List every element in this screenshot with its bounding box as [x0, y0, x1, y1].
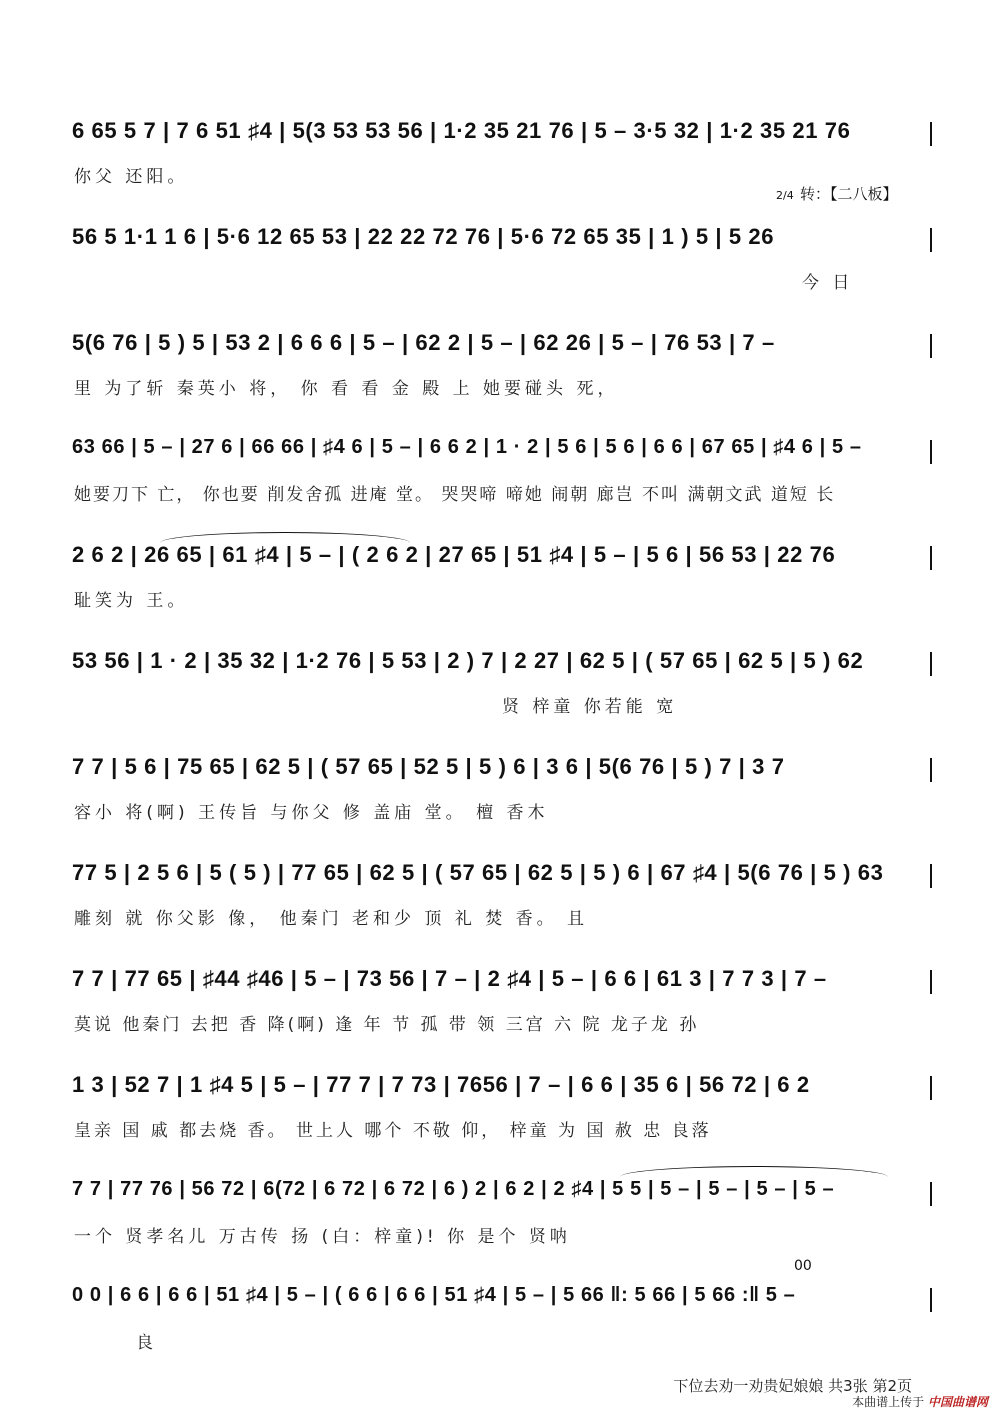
notation-line: 6 65 5 7 | 7 6 51 ♯4 | 5(3 53 53 56 | 1·2 35 21 76 | 5 – 3·5 32 | 1·2 35 21 76 [72, 118, 851, 143]
lyrics-line: 你父 还阳。 [74, 167, 189, 187]
barline [930, 546, 932, 570]
lyrics-line: 她要刀下 亡， 你也要 削发舍孤 进庵 堂。 哭哭啼 啼她 闹朝 廊岂 不叫 满朝文武 道短 长 [74, 485, 836, 505]
slur [620, 1166, 888, 1177]
slur [160, 532, 410, 543]
lyrics-line: 贤 梓童 你若能 宽 [502, 697, 678, 717]
notation-line: 53 56 | 1 · 2 | 35 32 | 1·2 76 | 5 53 | 2 ) 7 | 2 27 | 62 5 | ( 57 65 | 62 5 | 5 ) 62 [72, 648, 864, 673]
barline [930, 864, 932, 888]
barline [930, 1288, 932, 1312]
barline [930, 970, 932, 994]
barline [930, 758, 932, 782]
notation-line: 1 3 | 52 7 | 1 ♯4 5 | 5 – | 77 7 | 7 73 | 7656 | 7 – | 6 6 | 35 6 | 56 72 | 6 2 [72, 1072, 810, 1097]
notation-line: 56 5 1·1 1 6 | 5·6 12 65 53 | 22 22 72 76 | 5·6 72 65 35 | 1 ) 5 | 5 26 [72, 224, 775, 249]
page-caption: 下位去劝一劝贵妃娘娘 共3张 第2页 [673, 1377, 912, 1395]
tempo-transition: 转：【二八板】 [800, 185, 898, 203]
lyrics-line: 莫说 他秦门 去把 香 降(啊) 逢 年 节 孤 带 领 三宫 六 院 龙子龙 孙 [74, 1015, 700, 1035]
lyrics-line: 里 为了斩 秦英小 将， 你 看 看 金 殿 上 她要碰头 死， [74, 379, 619, 399]
site-logo: 中国曲谱网 [927, 1395, 988, 1409]
lyrics-line: 今 日 [802, 273, 854, 293]
time-signature: 2/4 [776, 189, 794, 202]
barline [930, 122, 932, 146]
lyrics-line: 皇亲 国 戚 都去烧 香。 世上人 哪个 不敬 仰， 梓童 为 国 赦 忠 良落 [74, 1121, 712, 1141]
upload-note-text: 本曲谱上传于 [852, 1395, 925, 1409]
upload-note [852, 1393, 988, 1410]
notation-line: 7 7 | 77 76 | 56 72 | 6(72 | 6 72 | 6 72 | 6 ) 2 | 6 2 | 2 ♯4 | 5 5 | 5 – | 5 – | 5 – | 5 – [72, 1178, 835, 1200]
barline [930, 228, 932, 252]
barline [930, 440, 932, 464]
notation-line: 5(6 76 | 5 ) 5 | 53 2 | 6 6 6 | 5 – | 62 2 | 5 – | 62 26 | 5 – | 76 53 | 7 – [72, 330, 775, 355]
lyrics-line: 容小 将(啊) 王传旨 与你父 修 盖庙 堂。 檀 香木 [74, 803, 549, 823]
notation-line: 2 6 2 | 26 65 | 61 ♯4 | 5 – | ( 2 6 2 | 27 65 | 51 ♯4 | 5 – | 5 6 | 56 53 | 22 76 [72, 542, 836, 567]
barline [930, 1076, 932, 1100]
lyrics-line: 良 [136, 1333, 157, 1353]
barline [930, 334, 932, 358]
barline [930, 1182, 932, 1206]
notation-line: 77 5 | 2 5 6 | 5 ( 5 ) | 77 65 | 62 5 | ( 57 65 | 62 5 | 5 ) 6 | 67 ♯4 | 5(6 76 | 5 ) 63 [72, 860, 884, 885]
notation-line: 0 0 | 6 6 | 6 6 | 51 ♯4 | 5 – | ( 6 6 | 6 6 | 51 ♯4 | 5 – | 5 66 ‖: 5 66 | 5 66 :‖ 5 – [72, 1284, 796, 1306]
notation-line: 7 7 | 5 6 | 75 65 | 62 5 | ( 57 65 | 52 5 | 5 ) 6 | 3 6 | 5(6 76 | 5 ) 7 | 3 7 [72, 754, 785, 779]
notation-line: 7 7 | 77 65 | ♯44 ♯46 | 5 – | 73 56 | 7 – | 2 ♯4 | 5 – | 6 6 | 61 3 | 7 7 3 | 7 – [72, 966, 827, 991]
barline [930, 652, 932, 676]
lyrics-line: 雕刻 就 你父影 像， 他秦门 老和少 顶 礼 焚 香。 且 [74, 909, 589, 929]
lyrics-line: 一个 贤孝名儿 万古传 扬 (白：梓童)! 你 是个 贤呐 [74, 1227, 571, 1247]
repeat-label: 00 [794, 1258, 812, 1274]
lyrics-line: 耻笑为 王。 [74, 591, 189, 611]
notation-line: 63 66 | 5 – | 27 6 | 66 66 | ♯4 6 | 5 – | 6 6 2 | 1 · 2 | 5 6 | 5 6 | 6 6 | 67 65 | ♯4 6 | 5 – [72, 436, 862, 458]
